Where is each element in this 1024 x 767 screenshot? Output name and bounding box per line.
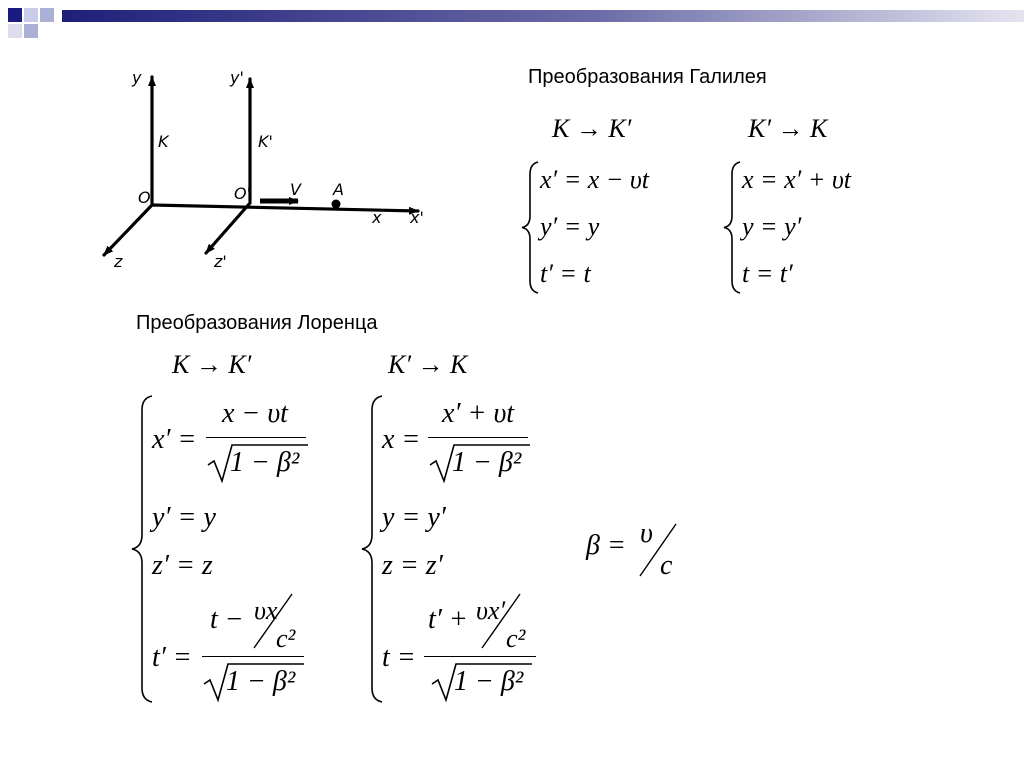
galileo-direct-brace <box>520 160 540 295</box>
label-x-prime: x' <box>410 208 424 227</box>
beta-lhs: β = <box>586 530 626 561</box>
header-square <box>24 24 38 38</box>
fraction-bar <box>428 437 528 438</box>
galileo-inverse-eq-t: t = t′ <box>742 259 793 288</box>
slash-fraction-bar <box>636 520 682 580</box>
header-square <box>40 8 54 22</box>
lorentz-direct-brace <box>130 394 154 704</box>
lorentz-inverse-brace <box>360 394 384 704</box>
lorentz-inverse-z: z = z′ <box>382 550 443 581</box>
galileo-direct-eq-t: t′ = t <box>540 259 591 288</box>
label-K-prime: K' <box>258 132 273 151</box>
lorentz-inverse-header: K′ → K <box>388 350 468 379</box>
label-V: V <box>290 180 301 199</box>
lorentz-inverse-x-numerator: x′ + υt <box>442 398 515 429</box>
lorentz-inverse-x-denominator: 1 − β² <box>452 447 522 478</box>
galileo-inverse-eq-y: y = y′ <box>742 212 802 241</box>
fraction-bar <box>202 656 304 657</box>
galileo-title: Преобразования Галилея <box>528 66 767 88</box>
z-axis <box>104 205 152 255</box>
label-z-prime: z' <box>214 252 227 271</box>
label-K: K <box>158 132 169 151</box>
header-square <box>8 8 22 22</box>
lorentz-inverse-y: y = y′ <box>382 502 446 533</box>
lorentz-direct-t-num-frac-top: υx <box>254 596 278 625</box>
label-x: x <box>372 208 382 227</box>
galileo-direct-eq-x: x′ = x − υt <box>540 165 650 194</box>
header-square <box>8 24 22 38</box>
lorentz-inverse-x-lhs: x = <box>382 424 421 455</box>
lorentz-direct-header: K → K′ <box>172 350 252 379</box>
fraction-bar <box>206 437 306 438</box>
header-square <box>24 8 38 22</box>
galileo-inverse-eq-x: x = x′ + υt <box>742 165 852 194</box>
label-A: A <box>333 180 344 199</box>
lorentz-direct-y: y′ = y <box>152 502 216 533</box>
slide-header-decoration <box>0 0 1024 40</box>
z-prime-axis <box>206 203 250 253</box>
lorentz-direct-x-lhs: x′ = <box>152 424 197 455</box>
lorentz-inverse-t-lhs: t = <box>382 642 416 673</box>
lorentz-inverse-t-num-frac-top: υx′ <box>476 596 506 625</box>
header-gradient-bar <box>62 10 1024 22</box>
label-O-prime: O' <box>234 184 251 203</box>
galileo-direct-header: K → K′ <box>552 114 632 143</box>
lorentz-inverse-t-num-a: t′ + <box>428 604 468 635</box>
lorentz-direct-t-lhs: t′ = <box>152 642 192 673</box>
lorentz-inverse-t-denominator: 1 − β² <box>454 666 524 697</box>
beta-denominator: c <box>660 550 673 581</box>
label-z: z <box>114 252 123 271</box>
label-O: O <box>138 188 151 207</box>
lorentz-direct-z: z′ = z <box>152 550 213 581</box>
label-y: y <box>132 68 142 87</box>
lorentz-direct-x-denominator: 1 − β² <box>230 447 300 478</box>
lorentz-direct-t-num-frac-bot: c² <box>276 624 296 653</box>
lorentz-direct-t-denominator: 1 − β² <box>226 666 296 697</box>
label-y-prime: y' <box>230 68 244 87</box>
lorentz-direct-x-numerator: x − υt <box>222 398 288 429</box>
coordinate-systems-figure <box>90 55 435 275</box>
lorentz-title: Преобразования Лоренца <box>136 312 378 334</box>
galileo-inverse-header: K′ → K <box>748 114 828 143</box>
galileo-inverse-brace <box>722 160 742 295</box>
beta-numerator: υ <box>640 518 653 549</box>
fraction-bar <box>424 656 536 657</box>
lorentz-inverse-t-num-frac-bot: c² <box>506 624 526 653</box>
point-A <box>332 200 341 209</box>
lorentz-direct-t-num-a: t − <box>210 604 244 635</box>
galileo-direct-eq-y: y′ = y <box>540 212 600 241</box>
